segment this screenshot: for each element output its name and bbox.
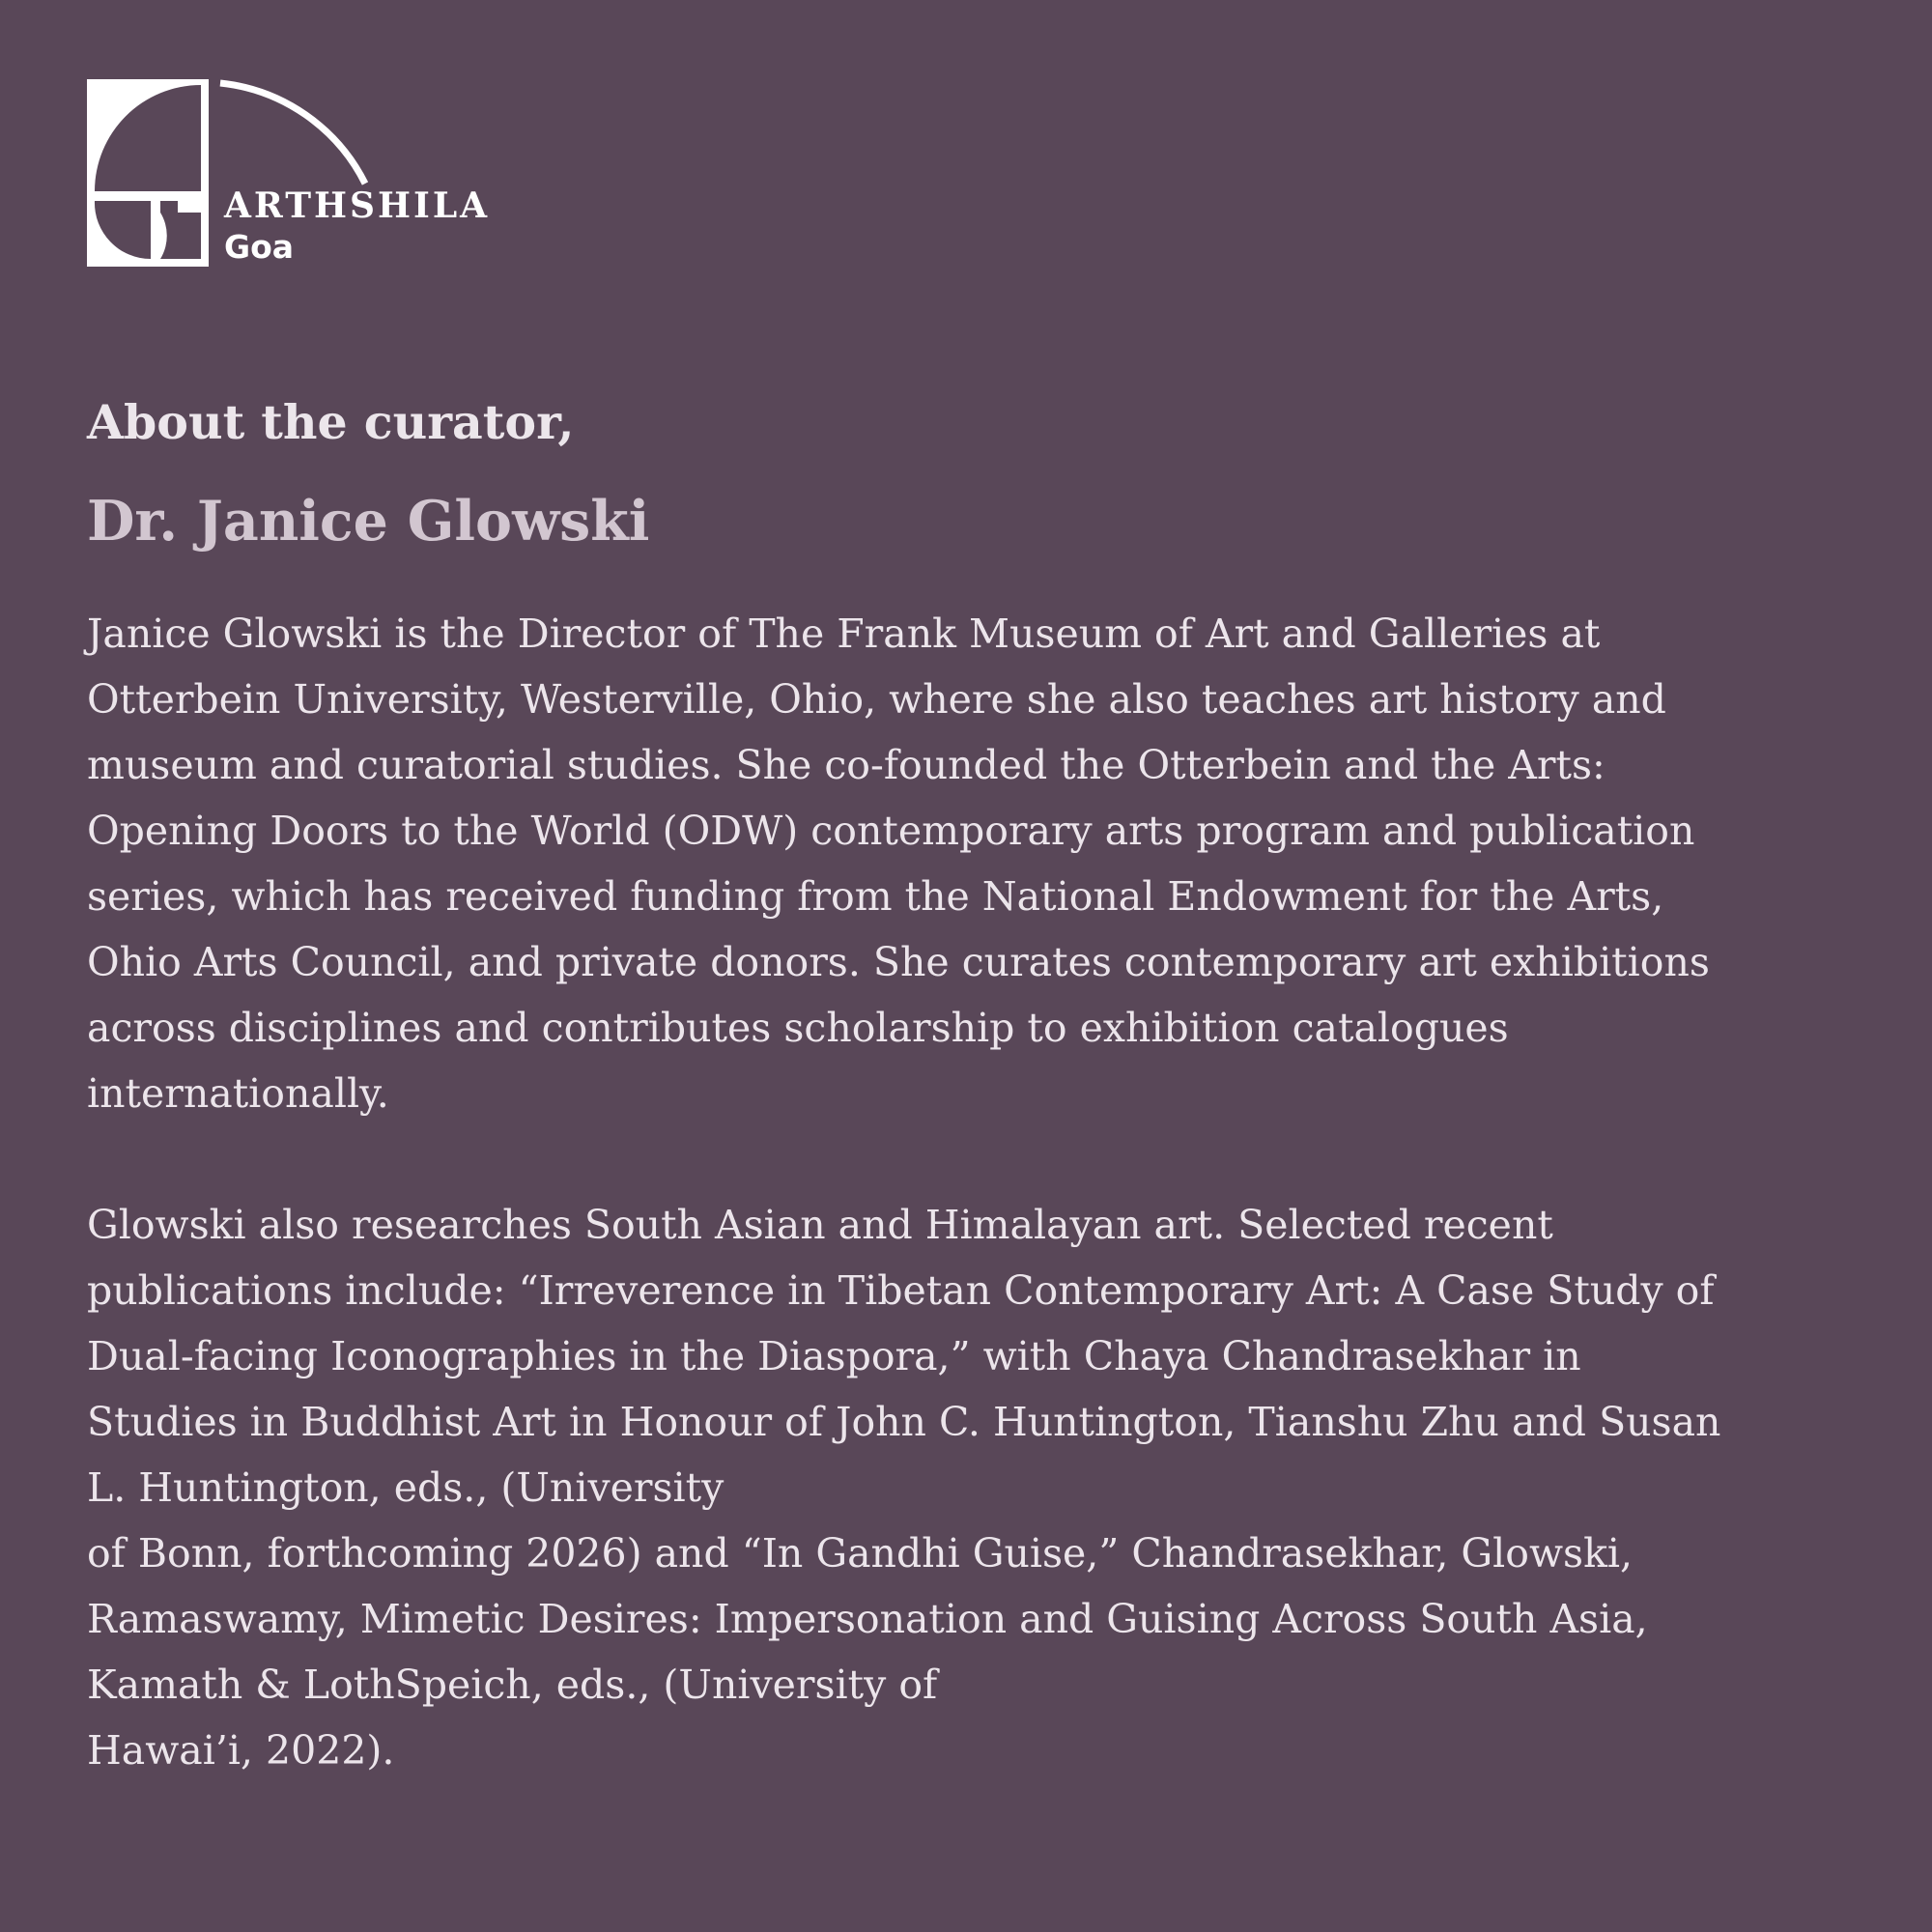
logo-location: Goa xyxy=(224,228,295,266)
curator-name: Dr. Janice Glowski xyxy=(87,489,650,554)
bio-line: Ramaswamy, Mimetic Desires: Impersonation and Guising Across South Asia, xyxy=(87,1596,1648,1642)
bio-paragraph-1 xyxy=(87,601,1884,1126)
bio-line: Kamath & LothSpeich, eds., (University of xyxy=(87,1662,938,1708)
arthshila-logo xyxy=(87,77,493,270)
bio-line: Ohio Arts Council, and private donors. She curates contemporary art exhibitions xyxy=(87,939,1710,985)
curator-bio xyxy=(87,601,1884,1783)
bio-line: internationally. xyxy=(87,1070,389,1117)
bio-line: Dual-facing Iconographies in the Diaspora,” with Chaya Chandrasekhar in xyxy=(87,1333,1581,1379)
bio-line: Janice Glowski is the Director of The Frank Museum of Art and Galleries at xyxy=(87,611,1601,657)
bio-line: Otterbein University, Westerville, Ohio, where she also teaches art history and xyxy=(87,676,1666,723)
bio-line: of Bonn, forthcoming 2026) and “In Gandhi Guise,” Chandrasekhar, Glowski, xyxy=(87,1530,1634,1577)
bio-line: publications include: “Irreverence in Tibetan Contemporary Art: A Case Study of xyxy=(87,1267,1715,1314)
bio-line: Hawai’i, 2022). xyxy=(87,1727,395,1774)
bio-line: Studies in Buddhist Art in Honour of John C. Huntington, Tianshu Zhu and Susan xyxy=(87,1399,1721,1445)
bio-line: L. Huntington, eds., (University xyxy=(87,1464,724,1511)
section-eyebrow: About the curator, xyxy=(87,394,575,450)
bio-line: museum and curatorial studies. She co-founded the Otterbein and the Arts: xyxy=(87,742,1605,788)
logo-wordmark: ARTHSHILA xyxy=(224,185,491,226)
bio-line: series, which has received funding from the National Endowment for the Arts, xyxy=(87,873,1664,920)
bio-line: Opening Doors to the World (ODW) contemporary arts program and publication xyxy=(87,808,1695,854)
bio-paragraph-2 xyxy=(87,1192,1884,1783)
bio-line: Glowski also researches South Asian and Himalayan art. Selected recent xyxy=(87,1202,1553,1248)
bio-line: across disciplines and contributes scholarship to exhibition catalogues xyxy=(87,1005,1509,1051)
